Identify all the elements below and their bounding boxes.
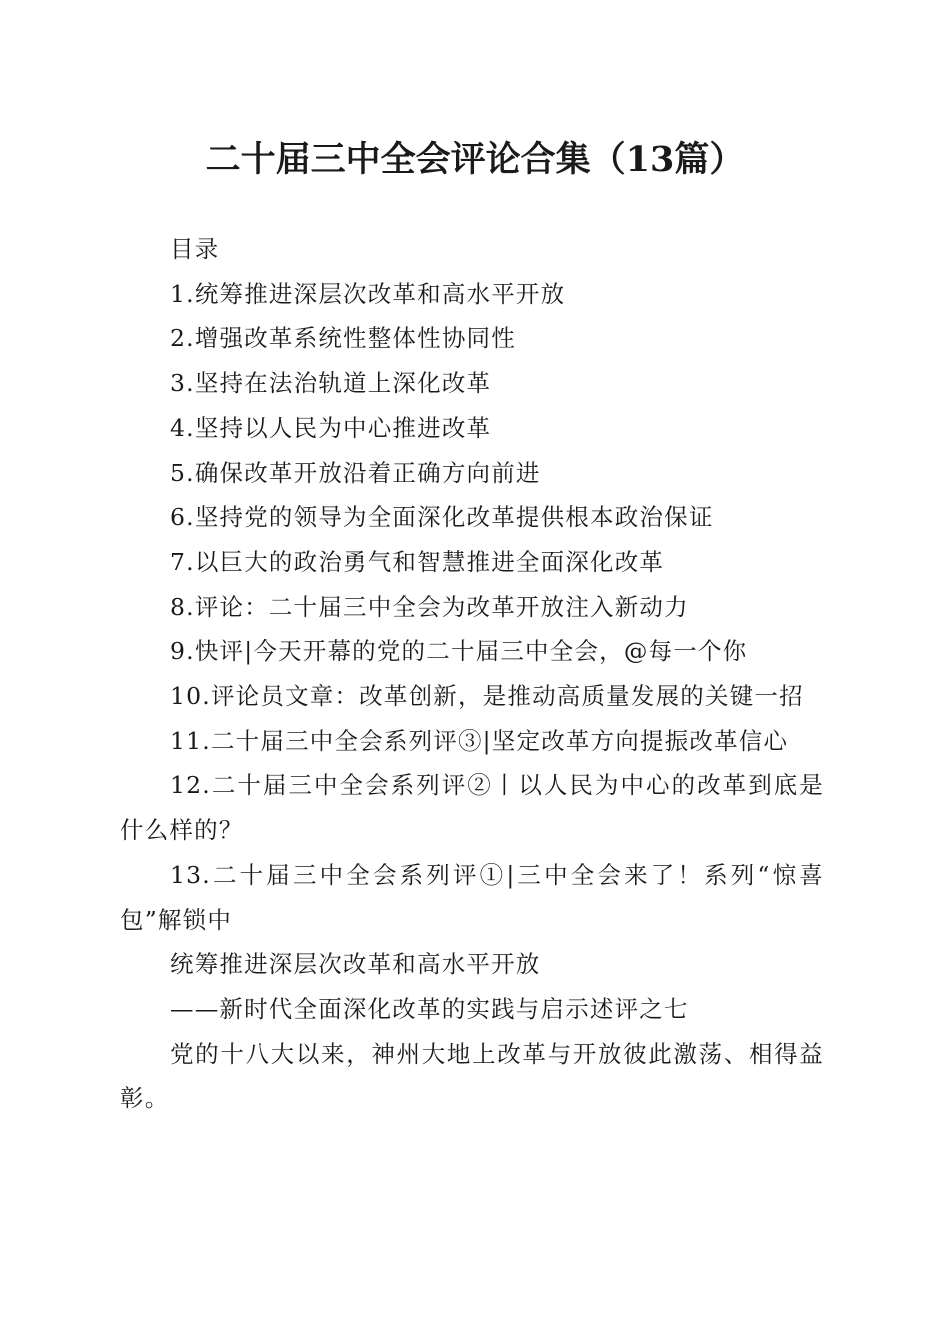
article-subtitle: ——新时代全面深化改革的实践与启示述评之七 bbox=[170, 994, 689, 1023]
toc-item: 7.以巨大的政治勇气和智慧推进全面深化改革 bbox=[170, 547, 665, 576]
toc-heading: 目录 bbox=[170, 235, 220, 263]
document-body bbox=[120, 227, 824, 1121]
toc-item: 10.评论员文章：改革创新，是推动高质量发展的关键一招 bbox=[170, 682, 804, 711]
toc-item: 13.二十届三中全会系列评①|三中全会来了！系列“惊喜包”解锁中 bbox=[120, 860, 824, 934]
toc-item: 9.快评|今天开幕的党的二十届三中全会，@每一个你 bbox=[170, 637, 748, 666]
toc-item: 11.二十届三中全会系列评③|坚定改革方向提振改革信心 bbox=[170, 726, 789, 755]
document-title: 二十届三中全会评论合集（13篇） bbox=[205, 139, 745, 180]
article-paragraph: 党的十八大以来，神州大地上改革与开放彼此激荡、相得益彰。 bbox=[120, 1039, 824, 1113]
toc-item: 6.坚持党的领导为全面深化改革提供根本政治保证 bbox=[170, 503, 714, 532]
article-title: 统筹推进深层次改革和高水平开放 bbox=[170, 950, 541, 979]
toc-item: 12.二十届三中全会系列评②丨以人民为中心的改革到底是什么样的？ bbox=[120, 771, 824, 845]
toc-item: 5.确保改革开放沿着正确方向前进 bbox=[170, 458, 541, 487]
toc-item: 2.增强改革系统性整体性协同性 bbox=[170, 324, 516, 353]
toc-item: 4.坚持以人民为中心推进改革 bbox=[170, 413, 492, 442]
toc-item: 3.坚持在法治轨道上深化改革 bbox=[170, 369, 492, 398]
toc-item: 8.评论：二十届三中全会为改革开放注入新动力 bbox=[170, 592, 689, 621]
toc-item: 1.统筹推进深层次改革和高水平开放 bbox=[170, 279, 566, 308]
